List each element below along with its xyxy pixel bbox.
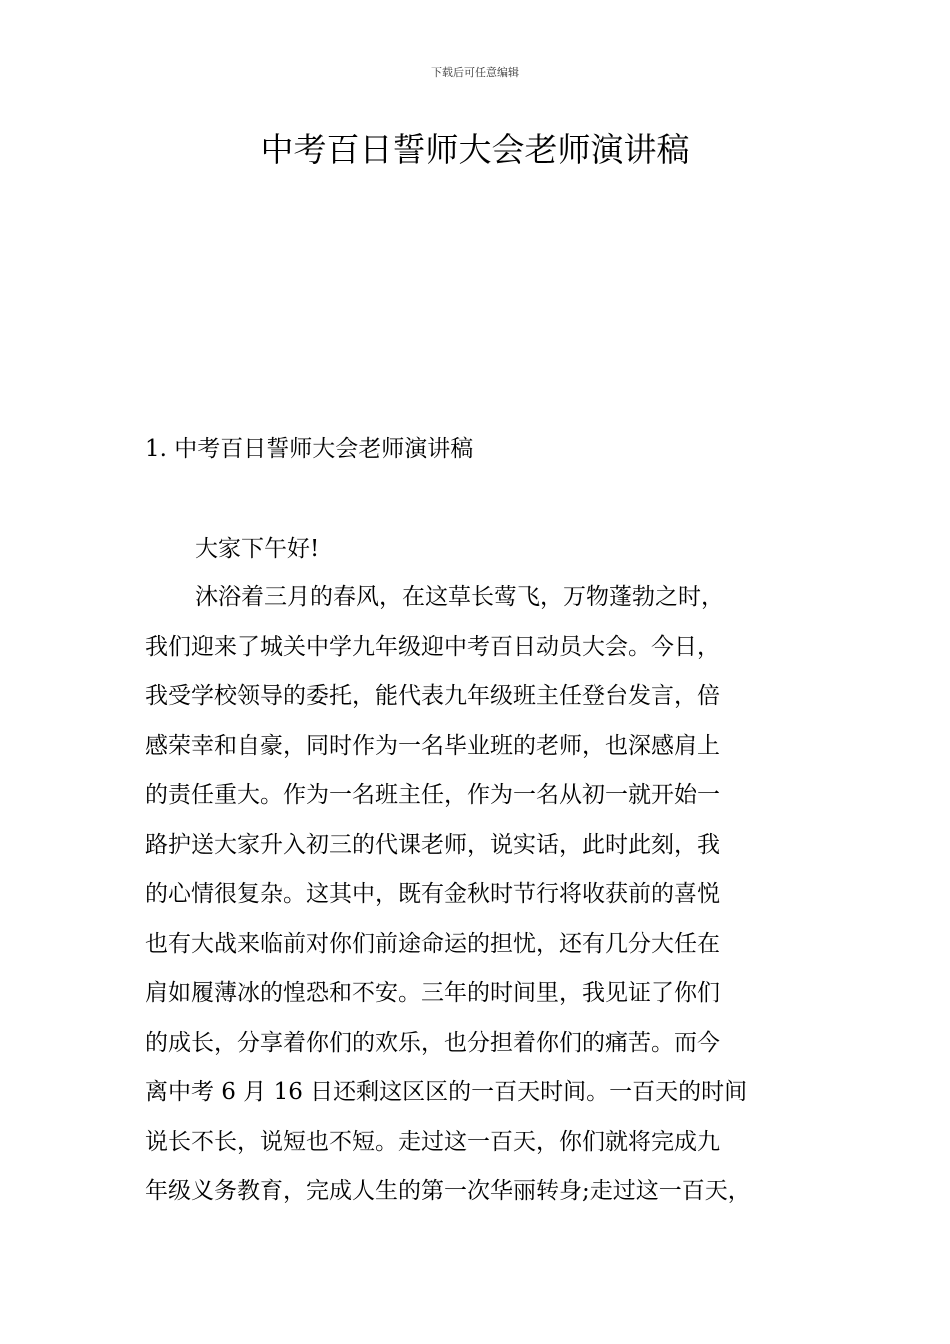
body-line: 肩如履薄冰的惶恐和不安。三年的时间里，我见证了你们: [145, 980, 720, 1006]
body-line: 的心情很复杂。这其中，既有金秋时节行将收获前的喜悦: [145, 881, 720, 907]
body-line: 我受学校领导的委托，能代表九年级班主任登台发言，倍: [145, 683, 720, 709]
header-note: 下载后可任意编辑: [431, 66, 519, 79]
document-title: 中考百日誓师大会老师演讲稿: [260, 130, 690, 169]
body-line: 年级义务教育，完成人生的第一次华丽转身;走过这一百天，: [145, 1178, 751, 1204]
body-line: 沐浴着三月的春风，在这草长莺飞，万物蓬勃之时，: [195, 584, 724, 610]
body-line: 的成长，分享着你们的欢乐，也分担着你们的痛苦。而今: [145, 1029, 720, 1056]
body-line: 也有大战来临前对你们前途命运的担忧，还有几分大任在: [145, 930, 720, 957]
body-line: 的责任重大。作为一名班主任，作为一名从初一就开始一: [145, 782, 720, 808]
body-line: 路护送大家升入初三的代课老师，说实话，此时此刻，我: [145, 831, 720, 858]
body-line: 离中考 6 月 16 日还剩这区区的一百天时间。一百天的时间: [145, 1079, 748, 1105]
greeting-paragraph: 大家下午好!: [195, 536, 320, 562]
body-text: [145, 580, 835, 1224]
body-line: 说长不长，说短也不短。走过这一百天，你们就将完成九: [145, 1128, 720, 1155]
body-line: 我们迎来了城关中学九年级迎中考百日动员大会。今日，: [145, 633, 720, 660]
body-line: 感荣幸和自豪，同时作为一名毕业班的老师，也深感肩上: [145, 732, 720, 759]
section-heading: 1. 中考百日誓师大会老师演讲稿: [145, 436, 474, 462]
